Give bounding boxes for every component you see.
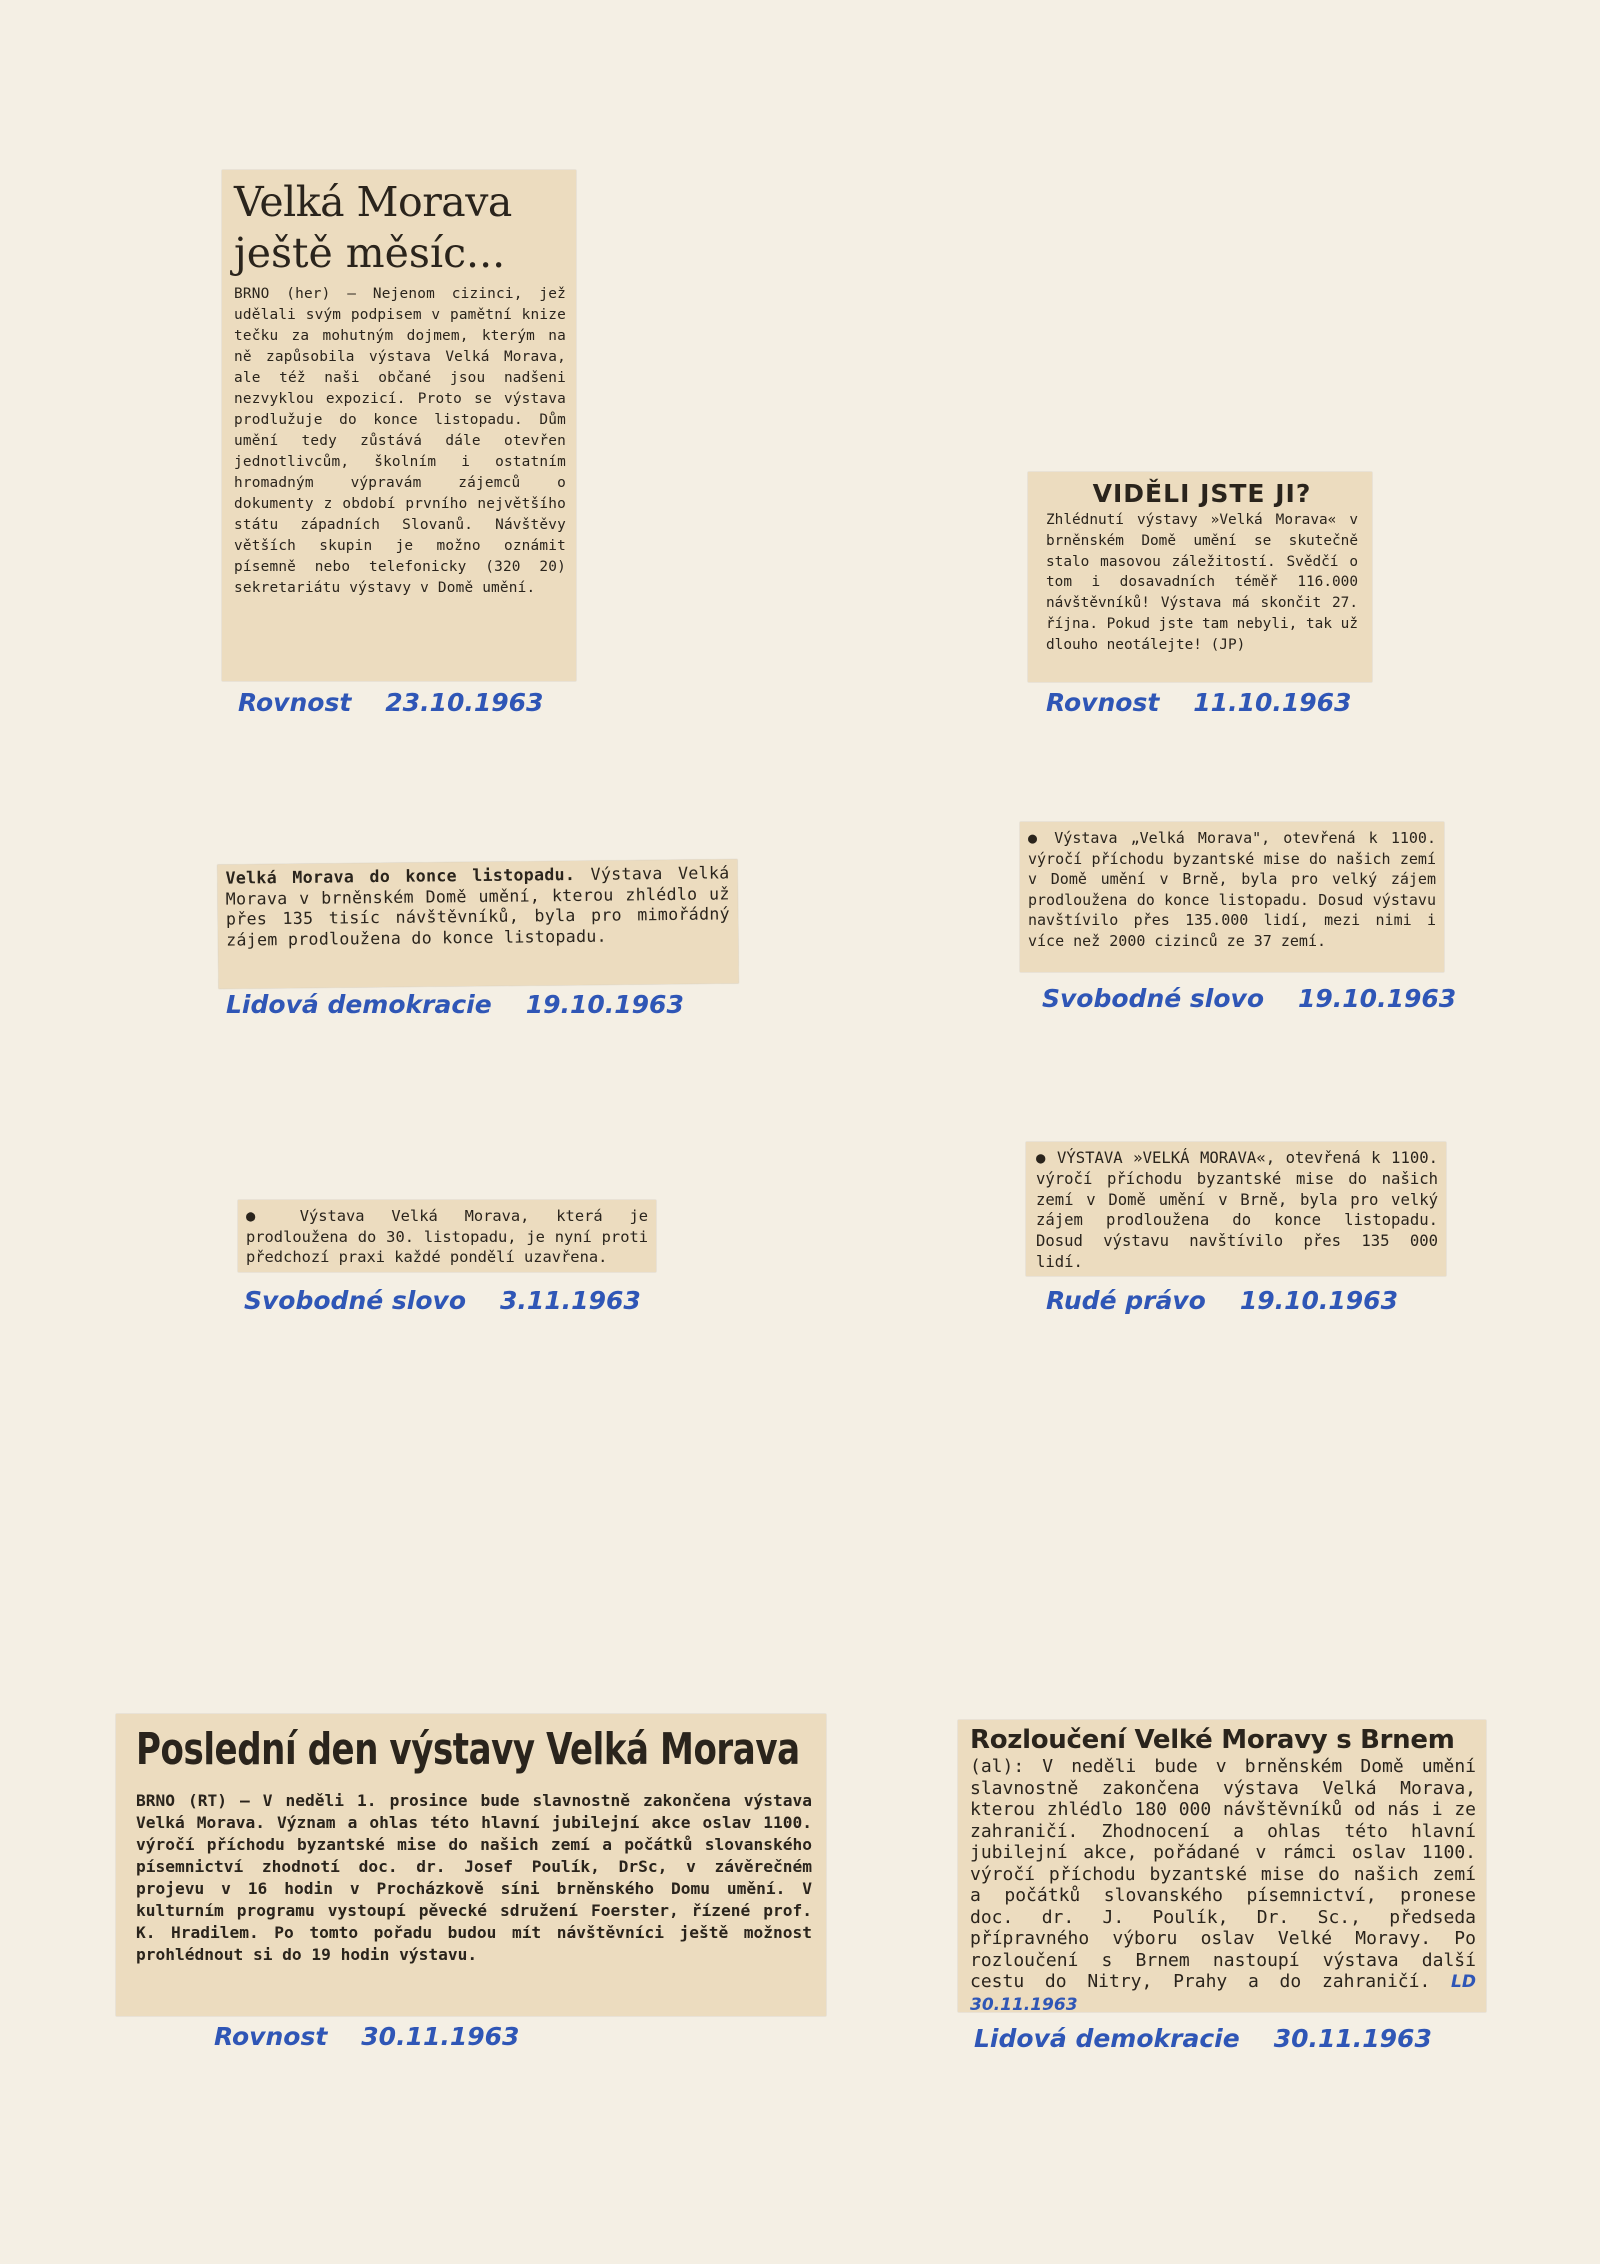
caption-source: Rudé právo — [1046, 1286, 1206, 1315]
caption-date: 11.10.1963 — [1193, 688, 1352, 717]
clipping-text: (al): V neděli bude v brněnském Domě umění slavnostně zakončena výstava Velká Morava, kterou zhlédlo 180 000 návštěvníků od nás i ze zahraničí. Zhodnocení a ohlas této hlavní jubilejní akce, pořádané v rámci oslav 1100. výročí příchodu byzantské mise do našich zemí a počátků slovanského písemnictví, pronese doc. dr. J. Poulík, Dr. Sc., předseda přípravného výboru oslav Velké Moravy. Po rozloučení s Brnem nastoupí výstava další cestu do Nitry, Prahy a do zahraničí. — [970, 1756, 1476, 1992]
clipping-rude-pravo — [1026, 1142, 1446, 1276]
handwritten-caption — [1046, 688, 1351, 717]
caption-source: Rovnost — [238, 688, 352, 717]
clipping-svobodne-slovo-1 — [1020, 822, 1444, 972]
clipping-posledni-den — [116, 1714, 826, 2016]
clipping-text: Výstava Velká Morava v brněnském Domě umění, kterou zhlédlo už přes 135 tisíc návštěvníků, byla pro mimořádný zájem prodloužena do konce listopadu. — [225, 863, 731, 950]
clipping-body: ● Výstava Velká Morava, která je prodloužena do 30. listopadu, je nyní proti předchozí praxi každé pondělí uzavřena. — [246, 1207, 648, 1266]
clipping-title: VIDĚLI JSTE JI? — [1092, 479, 1312, 508]
clipping-body: BRNO (her) — Nejenom cizinci, jež udělali svým podpisem v pamětní knize tečku za mohutným dojmem, kterým na ně zapůsobila výstava Velká Morava, ale též naši občané jsou nadšeni nezvyklou expozicí. Proto se výstava prodlužuje do konce listopadu. Dům umění tedy zůstává dále otevřen jednotlivcům, školním i ostatním hromadným výpravám zájemců o dokumenty z období prvního největšího státu západních Slovanů. Návštěvy větších skupin je možno oznámit písemně nebo telefonicky (320 20) sekretariátu výstavy v Domě umění. — [234, 286, 566, 596]
caption-source: Rovnost — [1046, 688, 1160, 717]
clipping-title-line2: ještě měsíc... — [234, 229, 506, 277]
clipping-rozlouceni — [958, 1720, 1486, 2012]
handwritten-note: LD 30.11.1963 — [970, 1972, 1476, 2012]
clipping-body: ● VÝSTAVA »VELKÁ MORAVA«, otevřená k 1100. výročí příchodu byzantské mise do našich zemí v Domě umění v Brně, byla pro velký zájem prodloužena do konce listopadu. Dosud výstavu navštívilo přes 135 000 lidí. — [1036, 1149, 1438, 1271]
caption-date: 23.10.1963 — [385, 688, 544, 717]
caption-source: Svobodné slovo — [1042, 984, 1264, 1013]
clipping-title: Velká Morava — [234, 178, 512, 226]
caption-source: Rovnost — [214, 2022, 328, 2051]
caption-source: Lidová demokracie — [974, 2024, 1240, 2053]
handwritten-caption — [238, 688, 543, 717]
handwritten-caption — [226, 990, 684, 1019]
caption-date: 30.11.1963 — [1273, 2024, 1432, 2053]
clipping-videli-jste-ji — [1028, 472, 1372, 682]
clipping-lead: Velká Morava do konce listopadu. — [225, 864, 576, 888]
handwritten-caption — [214, 2022, 519, 2051]
caption-date: 30.11.1963 — [361, 2022, 520, 2051]
handwritten-caption — [974, 2024, 1432, 2053]
clipping-velka-morava-jeste-mesic — [222, 170, 576, 681]
handwritten-caption — [1042, 984, 1456, 1013]
handwritten-caption — [244, 1286, 641, 1315]
clipping-do-konce-listopadu — [217, 859, 738, 988]
caption-source: Svobodné slovo — [244, 1286, 466, 1315]
caption-date: 3.11.1963 — [500, 1286, 641, 1315]
caption-date: 19.10.1963 — [1298, 984, 1457, 1013]
clipping-body — [225, 863, 730, 950]
caption-date: 19.10.1963 — [1239, 1286, 1398, 1315]
clipping-body: ● Výstava „Velká Morava", otevřená k 1100. výročí příchodu byzantské mise do našich zemí v Domě umění v Brně, byla pro velký zájem prodloužena do konce listopadu. Dosud výstavu navštívilo přes 135.000 lidí, mezi nimi i více než 2000 cizinců ze 37 zemí. — [1028, 829, 1436, 950]
clipping-body: Zhlédnutí výstavy »Velká Morava« v brněnském Domě umění se skutečně stalo masovou záležitostí. Svědčí o tom i dosavadních téměř 116.000 návštěvníků! Výstava má skončit 27. října. Pokud jste tam nebyli, tak už dlouho neotálejte! (JP) — [1046, 512, 1358, 653]
handwritten-caption — [1046, 1286, 1398, 1315]
caption-source: Lidová demokracie — [226, 990, 492, 1019]
caption-date: 19.10.1963 — [525, 990, 684, 1019]
clipping-title: Poslední den výstavy Velká Morava — [136, 1724, 800, 1775]
clipping-body: BRNO (RT) — V neděli 1. prosince bude slavnostně zakončena výstava Velká Morava. Význam a ohlas této hlavní jubilejní akce oslav 1100. výročí příchodu byzantské mise do našich zemí a počátků slovanského písemnictví zhodnotí doc. dr. Josef Poulík, DrSc, v závěrečném projevu v 16 hodin v Procházkově síni brněnského Domu umění. V kulturním programu vystoupí pěvecké sdružení Foerster, řízené prof. K. Hradilem. Po tomto pořadu budou mít návštěvníci ještě možnost prohlédnout si do 19 hodin výstavu. — [136, 1791, 812, 1964]
clipping-body — [970, 1756, 1476, 2012]
clipping-svobodne-slovo-2 — [238, 1200, 656, 1272]
clipping-title: Rozloučení Velké Moravy s Brnem — [970, 1725, 1455, 1755]
